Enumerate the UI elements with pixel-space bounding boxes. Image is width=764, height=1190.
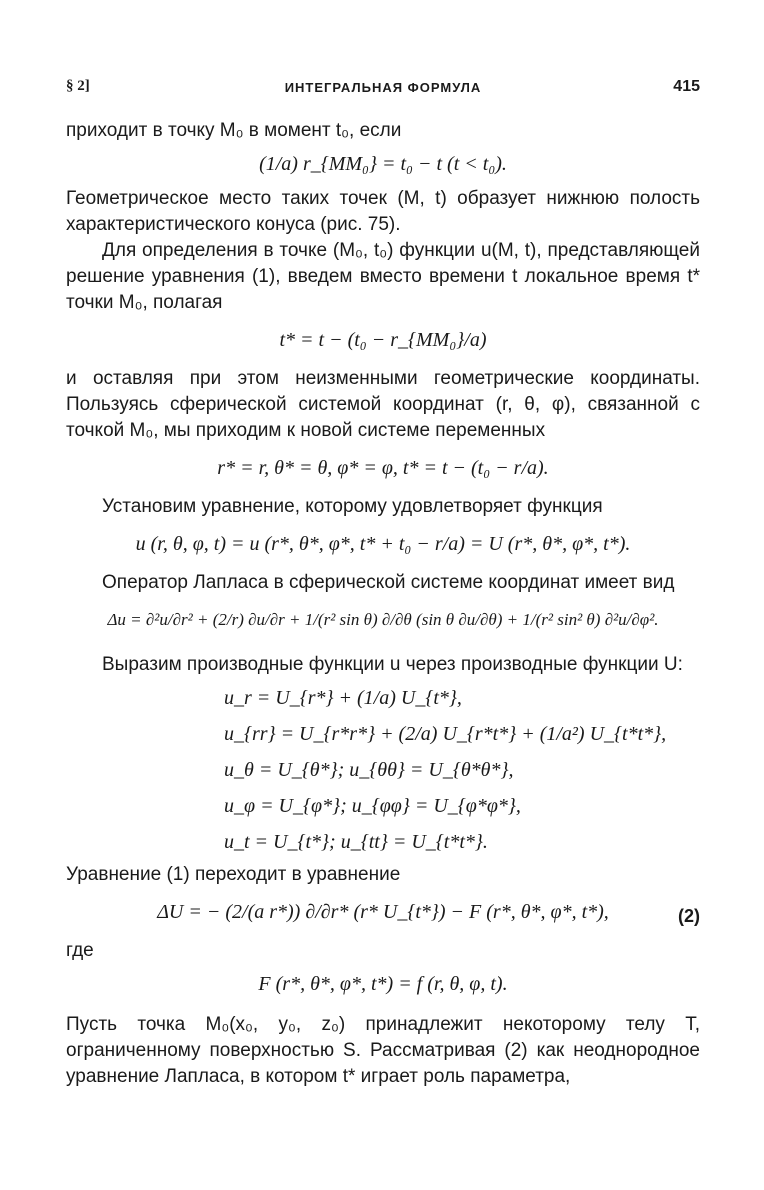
equation-7: F (r*, θ*, φ*, t*) = f (r, θ, φ, t).	[258, 973, 508, 995]
equation-2: t* = t − (t₀ − r_{MM₀}/a)	[279, 329, 487, 351]
derivative-line-1: u_r = U_{r*} + (1/a) U_{t*},	[224, 687, 462, 709]
derivative-line-4: u_φ = U_{φ*}; u_{φφ} = U_{φ*φ*},	[224, 795, 521, 817]
derivative-line-5: u_t = U_{t*}; u_{tt} = U_{t*t*}.	[224, 831, 488, 853]
page-number: 415	[673, 78, 700, 95]
paragraph-1: приходит в точку M₀ в момент t₀, если	[66, 120, 402, 141]
paragraph-7: Выразим производные функции u через производные функции U:	[102, 654, 683, 675]
paragraph-9: Пусть точка M₀(x₀, y₀, z₀) принадлежит некоторому телу T, ограниченному поверхностью S. Рассматривая (2) как неоднородное уравнение Лапласа, в котором t* играет роль параметра,	[66, 1014, 700, 1087]
equation-3: r* = r, θ* = θ, φ* = φ, t* = t − (t₀ − r/a).	[217, 457, 549, 479]
paragraph-3: Для определения в точке (M₀, t₀) функции u(M, t), представляющей решение уравнения (1), введем вместо времени t локальное время t* точки M₀, полагая	[66, 240, 700, 313]
equation-number: (2)	[678, 906, 700, 926]
derivative-line-3: u_θ = U_{θ*}; u_{θθ} = U_{θ*θ*},	[224, 759, 514, 781]
paragraph-4: и оставляя при этом неизменными геометрические координаты. Пользуясь сферической системой координат (r, θ, φ), связанной с точкой M₀, мы приходим к новой системе переменных	[66, 368, 700, 441]
derivative-line-2: u_{rr} = U_{r*r*} + (2/a) U_{r*t*} + (1/a²) U_{t*t*},	[224, 723, 667, 745]
paragraph-5: Установим уравнение, которому удовлетворяет функция	[102, 496, 603, 517]
equation-2-block	[66, 898, 700, 926]
running-title: ИНТЕГРАЛЬНАЯ ФОРМУЛА	[284, 80, 482, 95]
equation-6: ΔU = − (2/(a r*)) ∂/∂r* (r* U_{t*}) − F (r*, θ*, φ*, t*),	[157, 901, 609, 923]
running-header	[66, 78, 700, 102]
where-label: где	[66, 940, 94, 961]
section-marker: § 2]	[66, 78, 90, 94]
paragraph-2: Геометрическое место таких точек (M, t) образует нижнюю полость характеристического конуса (рис. 75).	[66, 188, 700, 235]
equation-1: (1/a) r_{MM₀} = t₀ − t (t < t₀).	[259, 153, 507, 175]
equation-4: u (r, θ, φ, t) = u (r*, θ*, φ*, t* + t₀ − r/a) = U (r*, θ*, φ*, t*).	[135, 533, 631, 555]
page-body	[66, 118, 700, 1090]
equation-laplacian: Δu = ∂²u/∂r² + (2/r) ∂u/∂r + 1/(r² sin θ) ∂/∂θ (sin θ ∂u/∂θ) + 1/(r² sin² θ) ∂²u/∂φ².	[107, 610, 659, 629]
paragraph-8: Уравнение (1) переходит в уравнение	[66, 864, 401, 885]
paragraph-6: Оператор Лапласа в сферической системе координат имеет вид	[102, 572, 675, 593]
